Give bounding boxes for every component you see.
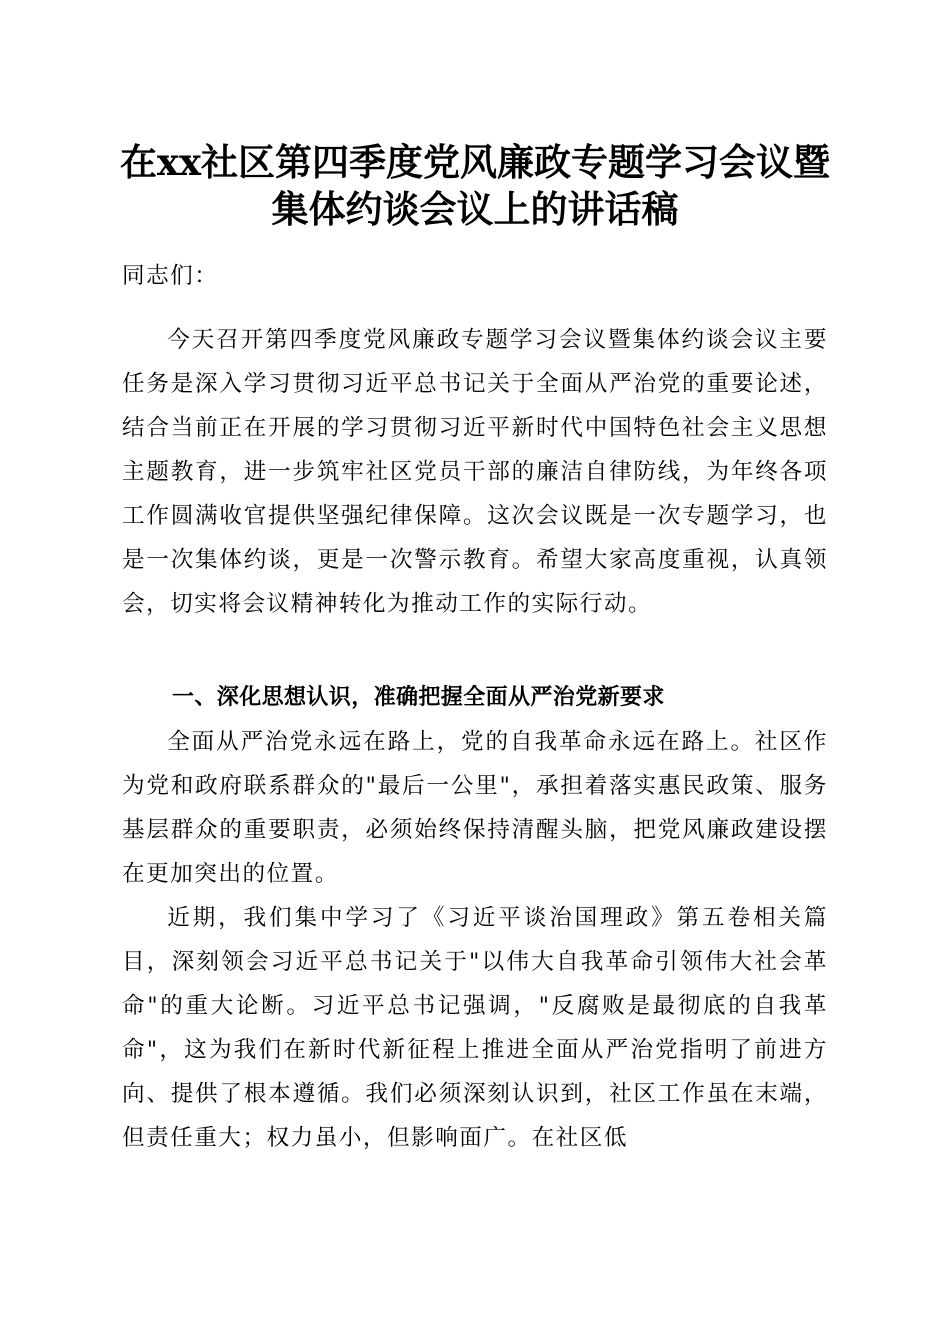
section-heading-1: 一、深化思想认识，准确把握全面从严治党新要求 bbox=[172, 685, 665, 710]
paragraph-section1-1: 全面从严治党永远在路上，党的自我革命永远在路上。社区作为党和政府联系群众的"最后一公里"，承担着落实惠民政策、服务基层群众的重要职责，必须始终保持清醒头脑，把党风廉政建设摆在更加突出的位置。 bbox=[122, 729, 828, 887]
document-title-line-1: 在xx社区第四季度党风廉政专题学习会议暨 bbox=[119, 140, 831, 184]
paragraph-section1-2: 近期，我们集中学习了《习近平谈治国理政》第五卷相关篇目，深刻领会习近平总书记关于"以伟大自我革命引领伟大社会革命"的重大论断。习近平总书记强调，"反腐败是最彻底的自我革命"，这为我们在新时代新征程上推进全面从严治党指明了前进方向、提供了根本遵循。我们必须深刻认识到，社区工作虽在末端，但责任重大；权力虽小，但影响面广。在社区低 bbox=[122, 905, 828, 1151]
salutation: 同志们： bbox=[122, 263, 219, 289]
document-title-line-2: 集体约谈会议上的讲话稿 bbox=[271, 187, 679, 231]
paragraph-intro: 今天召开第四季度党风廉政专题学习会议暨集体约谈会议主要任务是深入学习贯彻习近平总书记关于全面从严治党的重要论述，结合当前正在开展的学习贯彻习近平新时代中国特色社会主义思想主题教育，进一步筑牢社区党员干部的廉洁自律防线，为年终各项工作圆满收官提供坚强纪律保障。这次会议既是一次专题学习，也是一次集体约谈，更是一次警示教育。希望大家高度重视，认真领会，切实将会议精神转化为推动工作的实际行动。 bbox=[122, 327, 828, 617]
